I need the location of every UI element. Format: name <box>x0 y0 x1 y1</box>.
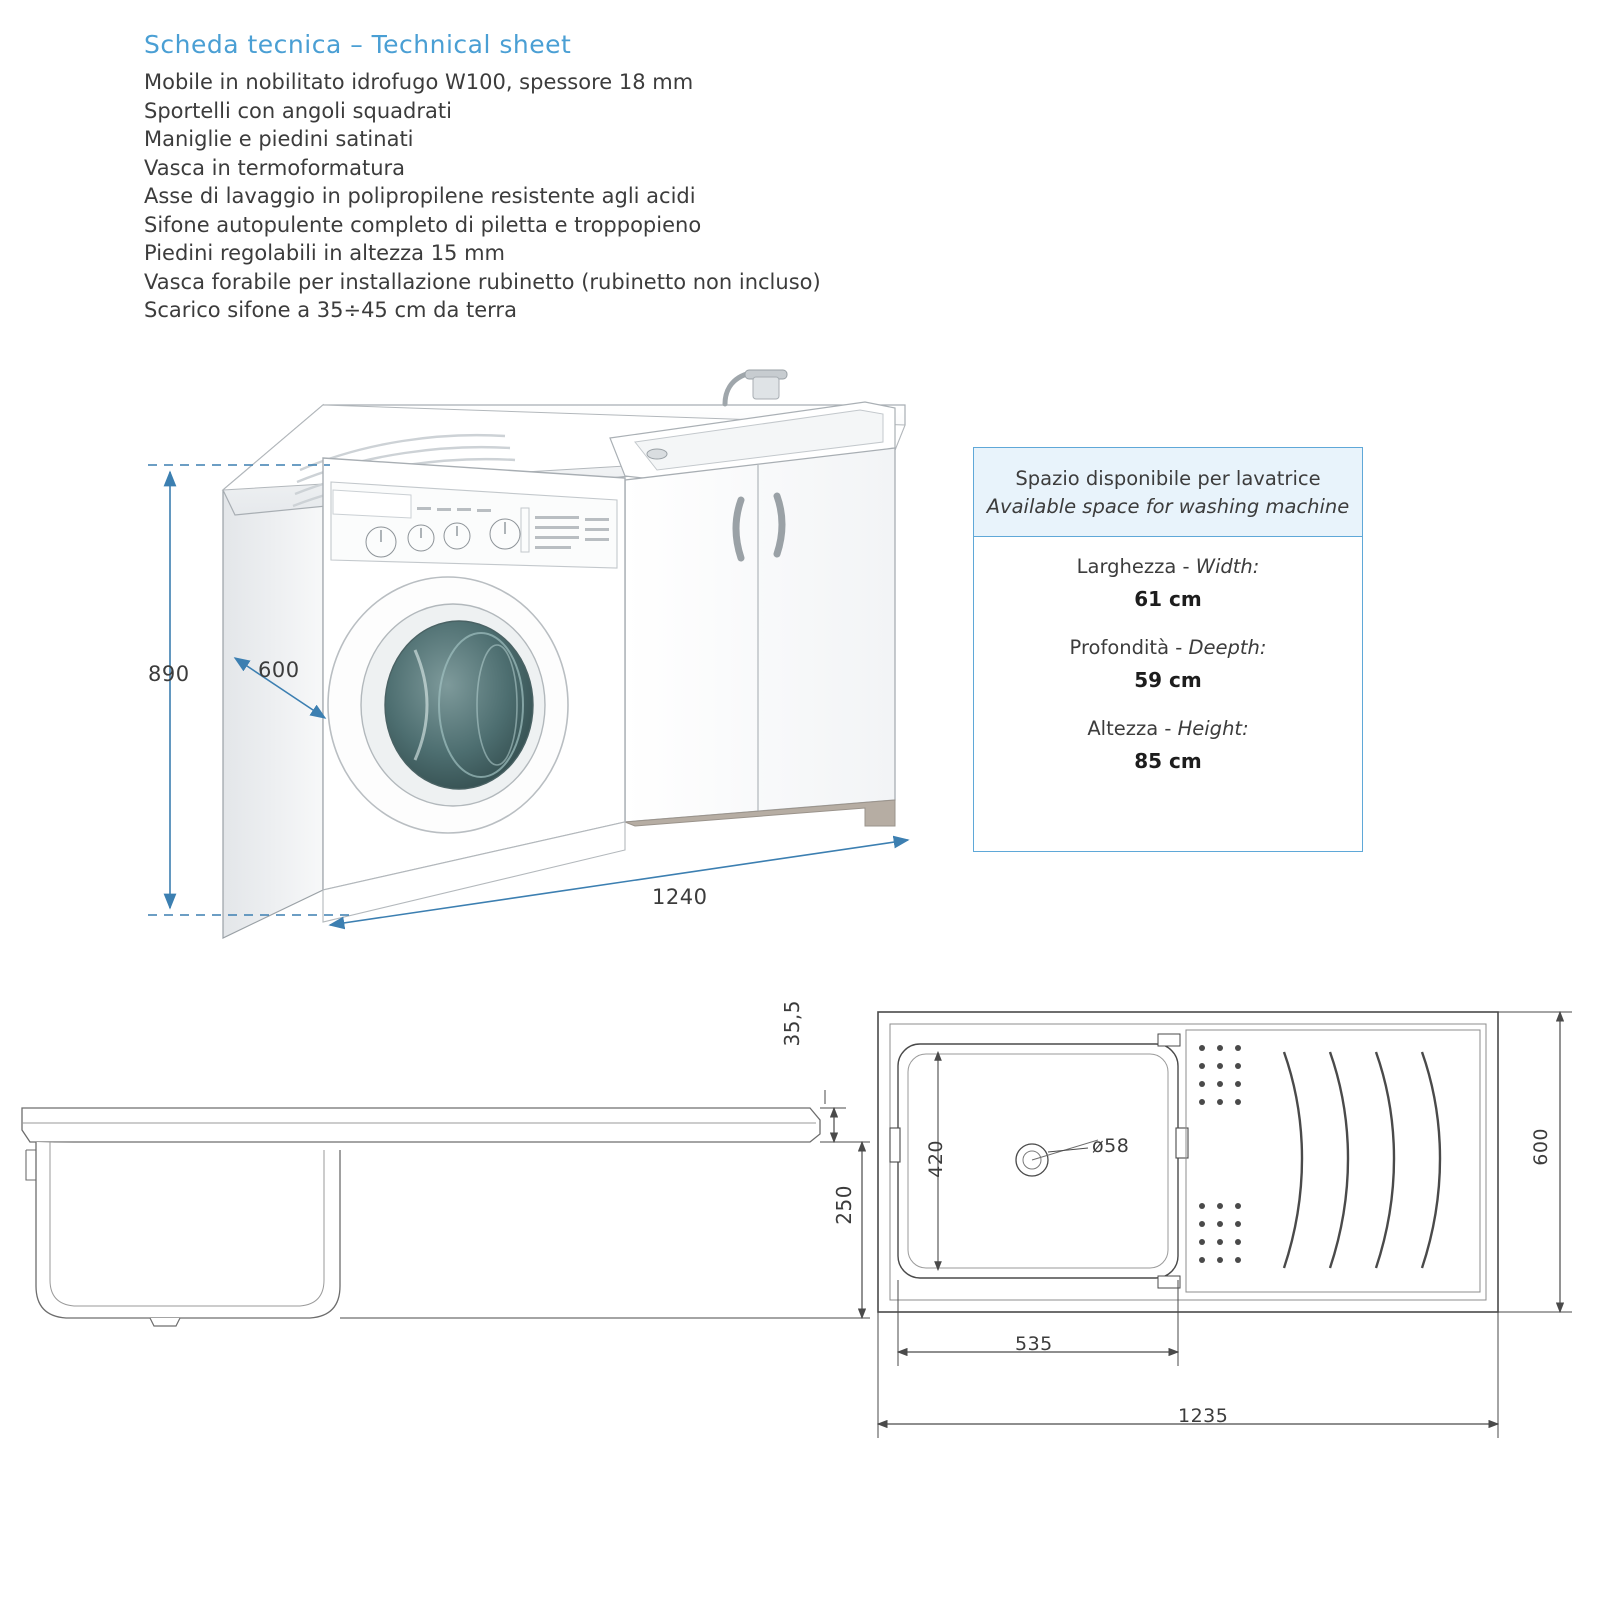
available-space-title-it: Spazio disponibile per lavatrice <box>1015 466 1321 490</box>
spec-row-height <box>974 717 1362 773</box>
spec-line: Asse di lavaggio in polipropilene resistente agli acidi <box>144 184 696 208</box>
available-space-box <box>973 447 1363 852</box>
spec-line: Sifone autopulente completo di piletta e troppopieno <box>144 212 702 237</box>
dimension-lines-perspective <box>140 440 960 950</box>
spec-line: Mobile in nobilitato idrofugo W100, spessore 18 mm <box>144 70 694 94</box>
dim-thickness-35-5: 35,5 <box>780 1000 804 1047</box>
spec-line: Scarico sifone a 35÷45 cm da terra <box>144 298 517 322</box>
spec-line: Sportelli con angoli squadrati <box>144 98 452 123</box>
available-space-header <box>974 448 1362 537</box>
dim-width-1240: 1240 <box>652 885 708 909</box>
dim-basin-depth-250: 250 <box>832 1185 856 1225</box>
side-section-view <box>10 1090 890 1420</box>
width-value: 61 cm <box>1134 587 1202 611</box>
spec-row-width <box>974 555 1362 611</box>
spec-line: Vasca in termoformatura <box>144 155 406 180</box>
dim-depth-600: 600 <box>258 658 300 682</box>
dim-basin-height-420: 420 <box>925 1140 947 1178</box>
page-title: Scheda tecnica – Technical sheet <box>144 30 572 59</box>
dim-total-depth-600: 600 <box>1530 1128 1552 1166</box>
depth-label: Profondità - Deepth: <box>1069 636 1267 659</box>
available-space-rows <box>974 555 1362 798</box>
specification-list <box>144 68 821 325</box>
available-space-title-en: Available space for washing machine <box>986 494 1350 518</box>
dim-drain-diameter: ø58 <box>1092 1135 1130 1157</box>
dim-height-890: 890 <box>148 662 190 686</box>
spec-line: Maniglie e piedini satinati <box>144 127 414 151</box>
dim-basin-width-535: 535 <box>1015 1333 1053 1355</box>
depth-value: 59 cm <box>1134 668 1202 692</box>
width-label: Larghezza - Width: <box>1076 555 1260 578</box>
dim-total-width-1235: 1235 <box>1178 1405 1229 1427</box>
spec-line: Piedini regolabili in altezza 15 mm <box>144 241 505 265</box>
height-value: 85 cm <box>1134 749 1202 773</box>
height-label: Altezza - Height: <box>1087 717 1249 740</box>
spec-row-depth <box>974 636 1362 692</box>
spec-line: Vasca forabile per installazione rubinetto (rubinetto non incluso) <box>144 269 821 294</box>
